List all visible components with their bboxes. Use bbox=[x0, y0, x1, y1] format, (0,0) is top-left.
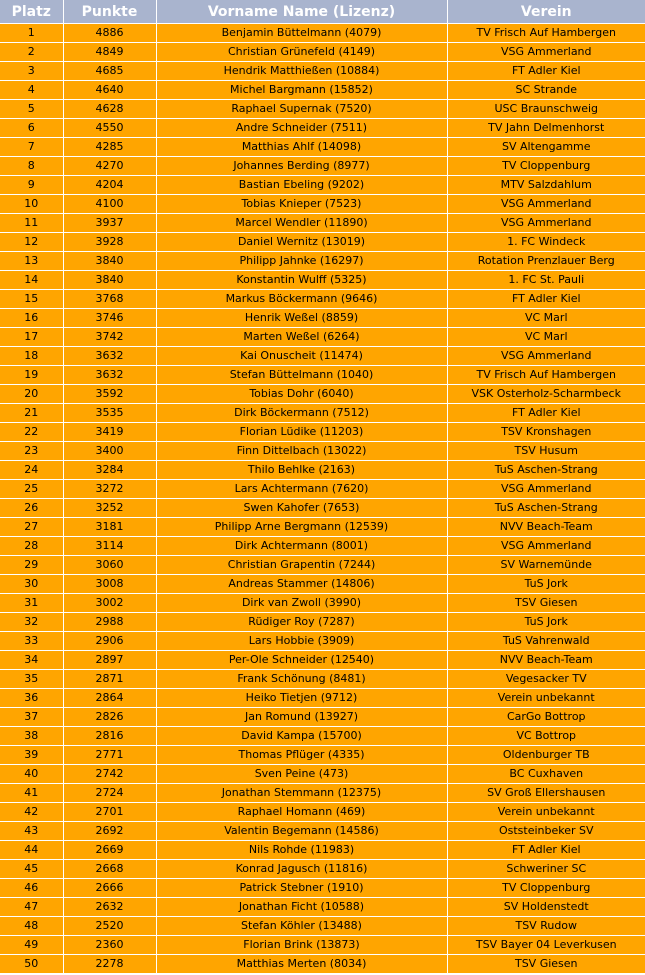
cell-name: Rüdiger Roy (7287) bbox=[156, 613, 447, 632]
cell-punkte: 2520 bbox=[63, 917, 156, 936]
cell-verein: VC Bottrop bbox=[447, 727, 645, 746]
cell-name: Florian Brink (13873) bbox=[156, 936, 447, 955]
cell-name: Andre Schneider (7511) bbox=[156, 119, 447, 138]
cell-name: Dirk van Zwoll (3990) bbox=[156, 594, 447, 613]
table-row bbox=[0, 461, 645, 480]
cell-verein: TSV Giesen bbox=[447, 955, 645, 974]
table-row bbox=[0, 803, 645, 822]
cell-punkte: 2988 bbox=[63, 613, 156, 632]
table-row bbox=[0, 651, 645, 670]
cell-name: Raphael Supernak (7520) bbox=[156, 100, 447, 119]
cell-verein: VC Marl bbox=[447, 309, 645, 328]
cell-punkte: 3632 bbox=[63, 366, 156, 385]
cell-verein: FT Adler Kiel bbox=[447, 404, 645, 423]
cell-punkte: 2742 bbox=[63, 765, 156, 784]
cell-name: Swen Kahofer (7653) bbox=[156, 499, 447, 518]
cell-verein: SV Altengamme bbox=[447, 138, 645, 157]
cell-punkte: 2724 bbox=[63, 784, 156, 803]
cell-punkte: 4628 bbox=[63, 100, 156, 119]
cell-verein: VSG Ammerland bbox=[447, 537, 645, 556]
cell-name: Markus Böckermann (9646) bbox=[156, 290, 447, 309]
cell-name: Christian Grünefeld (4149) bbox=[156, 43, 447, 62]
cell-platz: 49 bbox=[0, 936, 63, 955]
cell-platz: 14 bbox=[0, 271, 63, 290]
cell-punkte: 2864 bbox=[63, 689, 156, 708]
cell-verein: VSG Ammerland bbox=[447, 480, 645, 499]
cell-punkte: 3114 bbox=[63, 537, 156, 556]
cell-platz: 32 bbox=[0, 613, 63, 632]
table-row bbox=[0, 594, 645, 613]
cell-punkte: 3284 bbox=[63, 461, 156, 480]
table-header bbox=[0, 0, 645, 24]
cell-verein: VSG Ammerland bbox=[447, 43, 645, 62]
cell-punkte: 3181 bbox=[63, 518, 156, 537]
cell-platz: 33 bbox=[0, 632, 63, 651]
cell-platz: 18 bbox=[0, 347, 63, 366]
cell-punkte: 2668 bbox=[63, 860, 156, 879]
cell-platz: 23 bbox=[0, 442, 63, 461]
cell-punkte: 2669 bbox=[63, 841, 156, 860]
cell-verein: TV Frisch Auf Hambergen bbox=[447, 24, 645, 43]
cell-verein: SV Holdenstedt bbox=[447, 898, 645, 917]
cell-verein: TV Cloppenburg bbox=[447, 879, 645, 898]
table-row bbox=[0, 841, 645, 860]
cell-platz: 6 bbox=[0, 119, 63, 138]
cell-name: Frank Schönung (8481) bbox=[156, 670, 447, 689]
cell-punkte: 3592 bbox=[63, 385, 156, 404]
cell-punkte: 2897 bbox=[63, 651, 156, 670]
table-row bbox=[0, 43, 645, 62]
cell-verein: TSV Rudow bbox=[447, 917, 645, 936]
table-row bbox=[0, 480, 645, 499]
cell-punkte: 3008 bbox=[63, 575, 156, 594]
cell-verein: BC Cuxhaven bbox=[447, 765, 645, 784]
cell-platz: 2 bbox=[0, 43, 63, 62]
cell-platz: 43 bbox=[0, 822, 63, 841]
table-row bbox=[0, 917, 645, 936]
table-row bbox=[0, 290, 645, 309]
cell-name: Marcel Wendler (11890) bbox=[156, 214, 447, 233]
cell-name: Patrick Stebner (1910) bbox=[156, 879, 447, 898]
cell-platz: 37 bbox=[0, 708, 63, 727]
cell-verein: Verein unbekannt bbox=[447, 689, 645, 708]
cell-verein: SC Strande bbox=[447, 81, 645, 100]
cell-verein: Verein unbekannt bbox=[447, 803, 645, 822]
cell-punkte: 3060 bbox=[63, 556, 156, 575]
cell-platz: 9 bbox=[0, 176, 63, 195]
cell-punkte: 3535 bbox=[63, 404, 156, 423]
cell-platz: 36 bbox=[0, 689, 63, 708]
cell-verein: VC Marl bbox=[447, 328, 645, 347]
cell-platz: 45 bbox=[0, 860, 63, 879]
table-row bbox=[0, 271, 645, 290]
cell-name: Lars Achtermann (7620) bbox=[156, 480, 447, 499]
cell-name: Sven Peine (473) bbox=[156, 765, 447, 784]
cell-platz: 20 bbox=[0, 385, 63, 404]
cell-name: Florian Lüdike (11203) bbox=[156, 423, 447, 442]
cell-platz: 22 bbox=[0, 423, 63, 442]
cell-platz: 16 bbox=[0, 309, 63, 328]
table-row bbox=[0, 62, 645, 81]
cell-verein: NVV Beach-Team bbox=[447, 518, 645, 537]
cell-punkte: 4100 bbox=[63, 195, 156, 214]
table-row bbox=[0, 936, 645, 955]
cell-name: Matthias Ahlf (14098) bbox=[156, 138, 447, 157]
cell-punkte: 2666 bbox=[63, 879, 156, 898]
table-row bbox=[0, 100, 645, 119]
cell-punkte: 3937 bbox=[63, 214, 156, 233]
cell-verein: Vegesacker TV bbox=[447, 670, 645, 689]
cell-verein: NVV Beach-Team bbox=[447, 651, 645, 670]
cell-verein: TuS Jork bbox=[447, 575, 645, 594]
cell-verein: TuS Aschen-Strang bbox=[447, 461, 645, 480]
cell-platz: 44 bbox=[0, 841, 63, 860]
cell-name: Johannes Berding (8977) bbox=[156, 157, 447, 176]
cell-platz: 7 bbox=[0, 138, 63, 157]
table-row bbox=[0, 898, 645, 917]
table-row bbox=[0, 613, 645, 632]
cell-name: Raphael Homann (469) bbox=[156, 803, 447, 822]
table-row bbox=[0, 366, 645, 385]
cell-platz: 29 bbox=[0, 556, 63, 575]
header-punkte: Punkte bbox=[63, 0, 156, 24]
table-body bbox=[0, 24, 645, 974]
cell-punkte: 3746 bbox=[63, 309, 156, 328]
table-row bbox=[0, 157, 645, 176]
cell-platz: 38 bbox=[0, 727, 63, 746]
cell-name: Stefan Köhler (13488) bbox=[156, 917, 447, 936]
cell-punkte: 2816 bbox=[63, 727, 156, 746]
cell-punkte: 2278 bbox=[63, 955, 156, 974]
cell-punkte: 2632 bbox=[63, 898, 156, 917]
table-row bbox=[0, 252, 645, 271]
cell-platz: 47 bbox=[0, 898, 63, 917]
table-row bbox=[0, 879, 645, 898]
cell-platz: 13 bbox=[0, 252, 63, 271]
cell-punkte: 2360 bbox=[63, 936, 156, 955]
cell-punkte: 3252 bbox=[63, 499, 156, 518]
cell-name: Heiko Tietjen (9712) bbox=[156, 689, 447, 708]
cell-platz: 34 bbox=[0, 651, 63, 670]
cell-punkte: 4886 bbox=[63, 24, 156, 43]
cell-name: Tobias Knieper (7523) bbox=[156, 195, 447, 214]
table-row bbox=[0, 499, 645, 518]
cell-punkte: 3419 bbox=[63, 423, 156, 442]
cell-platz: 39 bbox=[0, 746, 63, 765]
cell-name: Thilo Behlke (2163) bbox=[156, 461, 447, 480]
cell-name: Marten Weßel (6264) bbox=[156, 328, 447, 347]
cell-platz: 3 bbox=[0, 62, 63, 81]
cell-punkte: 4550 bbox=[63, 119, 156, 138]
cell-verein: TuS Vahrenwald bbox=[447, 632, 645, 651]
cell-verein: TSV Bayer 04 Leverkusen bbox=[447, 936, 645, 955]
cell-platz: 8 bbox=[0, 157, 63, 176]
header-platz: Platz bbox=[0, 0, 63, 24]
cell-name: Kai Onuscheit (11474) bbox=[156, 347, 447, 366]
cell-punkte: 3768 bbox=[63, 290, 156, 309]
cell-name: Lars Hobbie (3909) bbox=[156, 632, 447, 651]
cell-punkte: 2692 bbox=[63, 822, 156, 841]
table-row bbox=[0, 708, 645, 727]
table-row bbox=[0, 518, 645, 537]
table-row bbox=[0, 423, 645, 442]
cell-verein: TuS Jork bbox=[447, 613, 645, 632]
cell-punkte: 4685 bbox=[63, 62, 156, 81]
cell-name: Daniel Wernitz (13019) bbox=[156, 233, 447, 252]
cell-name: Philipp Jahnke (16297) bbox=[156, 252, 447, 271]
cell-verein: VSG Ammerland bbox=[447, 347, 645, 366]
cell-verein: CarGo Bottrop bbox=[447, 708, 645, 727]
header-name: Vorname Name (Lizenz) bbox=[156, 0, 447, 24]
cell-punkte: 4270 bbox=[63, 157, 156, 176]
cell-verein: TV Jahn Delmenhorst bbox=[447, 119, 645, 138]
cell-punkte: 2701 bbox=[63, 803, 156, 822]
cell-platz: 46 bbox=[0, 879, 63, 898]
cell-punkte: 2906 bbox=[63, 632, 156, 651]
table-row bbox=[0, 784, 645, 803]
cell-verein: Oststeinbeker SV bbox=[447, 822, 645, 841]
table-row bbox=[0, 214, 645, 233]
cell-platz: 31 bbox=[0, 594, 63, 613]
table-row bbox=[0, 404, 645, 423]
table-row bbox=[0, 727, 645, 746]
cell-name: Per-Ole Schneider (12540) bbox=[156, 651, 447, 670]
cell-name: Matthias Merten (8034) bbox=[156, 955, 447, 974]
cell-platz: 30 bbox=[0, 575, 63, 594]
table-row bbox=[0, 689, 645, 708]
cell-name: Philipp Arne Bergmann (12539) bbox=[156, 518, 447, 537]
cell-platz: 27 bbox=[0, 518, 63, 537]
cell-verein: SV Groß Ellershausen bbox=[447, 784, 645, 803]
cell-verein: Rotation Prenzlauer Berg bbox=[447, 252, 645, 271]
table-row bbox=[0, 119, 645, 138]
cell-punkte: 3272 bbox=[63, 480, 156, 499]
cell-punkte: 4849 bbox=[63, 43, 156, 62]
cell-name: Valentin Begemann (14586) bbox=[156, 822, 447, 841]
cell-platz: 25 bbox=[0, 480, 63, 499]
cell-name: Finn Dittelbach (13022) bbox=[156, 442, 447, 461]
cell-name: Jan Romund (13927) bbox=[156, 708, 447, 727]
cell-name: Thomas Pflüger (4335) bbox=[156, 746, 447, 765]
cell-name: Christian Grapentin (7244) bbox=[156, 556, 447, 575]
cell-name: Bastian Ebeling (9202) bbox=[156, 176, 447, 195]
cell-verein: TV Frisch Auf Hambergen bbox=[447, 366, 645, 385]
cell-punkte: 3928 bbox=[63, 233, 156, 252]
cell-name: Michel Bargmann (15852) bbox=[156, 81, 447, 100]
cell-verein: FT Adler Kiel bbox=[447, 62, 645, 81]
cell-punkte: 4640 bbox=[63, 81, 156, 100]
header-row bbox=[0, 0, 645, 24]
cell-name: Jonathan Stemmann (12375) bbox=[156, 784, 447, 803]
cell-verein: TSV Husum bbox=[447, 442, 645, 461]
table-row bbox=[0, 632, 645, 651]
cell-platz: 41 bbox=[0, 784, 63, 803]
cell-platz: 42 bbox=[0, 803, 63, 822]
table-row bbox=[0, 138, 645, 157]
cell-name: Nils Rohde (11983) bbox=[156, 841, 447, 860]
cell-verein: TSV Kronshagen bbox=[447, 423, 645, 442]
cell-name: Stefan Büttelmann (1040) bbox=[156, 366, 447, 385]
table-row bbox=[0, 746, 645, 765]
table-row bbox=[0, 81, 645, 100]
cell-punkte: 3742 bbox=[63, 328, 156, 347]
cell-name: Jonathan Ficht (10588) bbox=[156, 898, 447, 917]
table-row bbox=[0, 24, 645, 43]
cell-name: Dirk Achtermann (8001) bbox=[156, 537, 447, 556]
cell-verein: TV Cloppenburg bbox=[447, 157, 645, 176]
cell-verein: VSG Ammerland bbox=[447, 214, 645, 233]
cell-name: Andreas Stammer (14806) bbox=[156, 575, 447, 594]
table-row bbox=[0, 309, 645, 328]
table-row bbox=[0, 195, 645, 214]
cell-punkte: 3840 bbox=[63, 271, 156, 290]
cell-platz: 35 bbox=[0, 670, 63, 689]
table-row bbox=[0, 537, 645, 556]
table-row bbox=[0, 385, 645, 404]
cell-platz: 21 bbox=[0, 404, 63, 423]
cell-punkte: 4285 bbox=[63, 138, 156, 157]
table-row bbox=[0, 955, 645, 974]
table-row bbox=[0, 347, 645, 366]
cell-name: Tobias Dohr (6040) bbox=[156, 385, 447, 404]
cell-name: Benjamin Büttelmann (4079) bbox=[156, 24, 447, 43]
cell-platz: 50 bbox=[0, 955, 63, 974]
cell-punkte: 2771 bbox=[63, 746, 156, 765]
cell-verein: 1. FC Windeck bbox=[447, 233, 645, 252]
cell-punkte: 3632 bbox=[63, 347, 156, 366]
table-row bbox=[0, 556, 645, 575]
cell-punkte: 2871 bbox=[63, 670, 156, 689]
cell-platz: 4 bbox=[0, 81, 63, 100]
cell-verein: TuS Aschen-Strang bbox=[447, 499, 645, 518]
cell-verein: TSV Giesen bbox=[447, 594, 645, 613]
cell-verein: Schweriner SC bbox=[447, 860, 645, 879]
cell-name: Hendrik Matthießen (10884) bbox=[156, 62, 447, 81]
cell-punkte: 2826 bbox=[63, 708, 156, 727]
cell-platz: 40 bbox=[0, 765, 63, 784]
table-row bbox=[0, 575, 645, 594]
cell-verein: VSK Osterholz-Scharmbeck bbox=[447, 385, 645, 404]
table-row bbox=[0, 670, 645, 689]
cell-platz: 12 bbox=[0, 233, 63, 252]
cell-verein: FT Adler Kiel bbox=[447, 290, 645, 309]
table-row bbox=[0, 442, 645, 461]
cell-verein: FT Adler Kiel bbox=[447, 841, 645, 860]
cell-verein: USC Braunschweig bbox=[447, 100, 645, 119]
cell-verein: SV Warnemünde bbox=[447, 556, 645, 575]
table-row bbox=[0, 765, 645, 784]
cell-platz: 19 bbox=[0, 366, 63, 385]
cell-verein: MTV Salzdahlum bbox=[447, 176, 645, 195]
cell-platz: 26 bbox=[0, 499, 63, 518]
cell-verein: 1. FC St. Pauli bbox=[447, 271, 645, 290]
table-row bbox=[0, 176, 645, 195]
cell-platz: 10 bbox=[0, 195, 63, 214]
cell-platz: 17 bbox=[0, 328, 63, 347]
cell-name: Konstantin Wulff (5325) bbox=[156, 271, 447, 290]
cell-platz: 5 bbox=[0, 100, 63, 119]
cell-platz: 48 bbox=[0, 917, 63, 936]
cell-platz: 15 bbox=[0, 290, 63, 309]
table-row bbox=[0, 328, 645, 347]
table-row bbox=[0, 860, 645, 879]
cell-name: Dirk Böckermann (7512) bbox=[156, 404, 447, 423]
cell-platz: 11 bbox=[0, 214, 63, 233]
cell-punkte: 3400 bbox=[63, 442, 156, 461]
cell-name: Konrad Jagusch (11816) bbox=[156, 860, 447, 879]
cell-name: David Kampa (15700) bbox=[156, 727, 447, 746]
cell-verein: VSG Ammerland bbox=[447, 195, 645, 214]
cell-punkte: 3840 bbox=[63, 252, 156, 271]
cell-platz: 24 bbox=[0, 461, 63, 480]
header-verein: Verein bbox=[447, 0, 645, 24]
cell-verein: Oldenburger TB bbox=[447, 746, 645, 765]
table-row bbox=[0, 822, 645, 841]
cell-punkte: 4204 bbox=[63, 176, 156, 195]
table-row bbox=[0, 233, 645, 252]
cell-punkte: 3002 bbox=[63, 594, 156, 613]
cell-platz: 1 bbox=[0, 24, 63, 43]
cell-name: Henrik Weßel (8859) bbox=[156, 309, 447, 328]
cell-platz: 28 bbox=[0, 537, 63, 556]
